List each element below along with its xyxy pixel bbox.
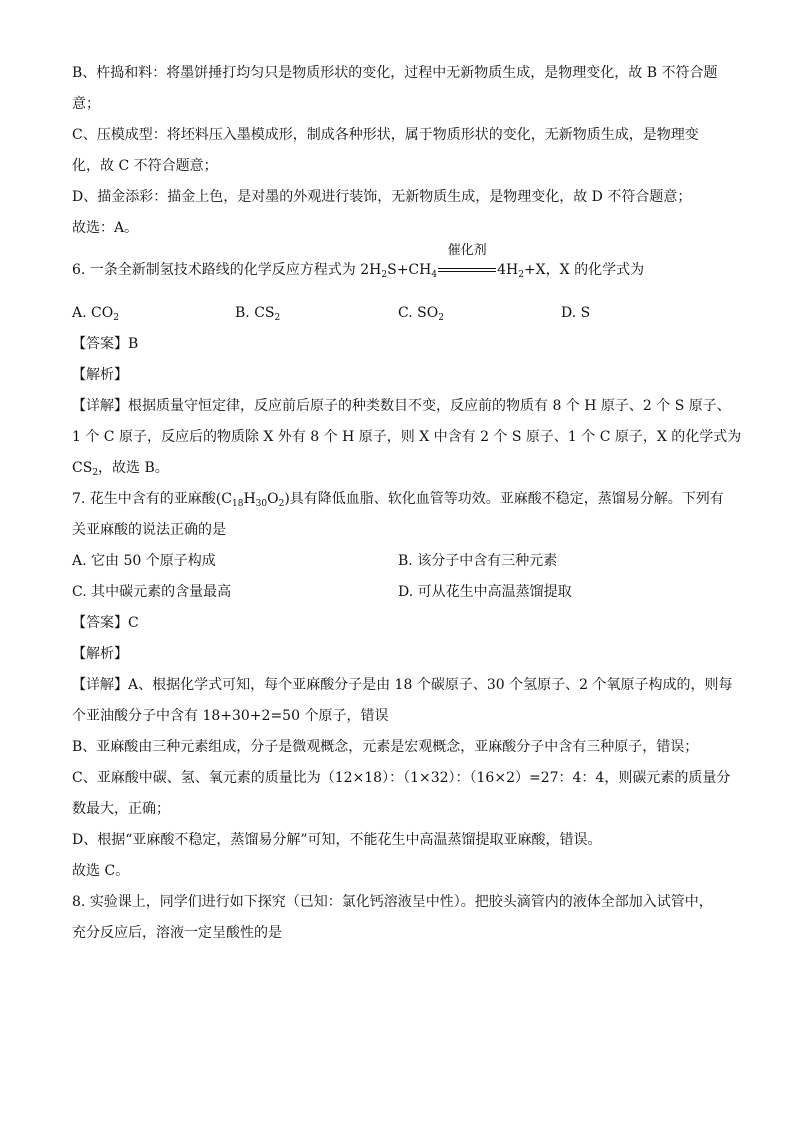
detail-line: 数最大，正确；: [72, 801, 170, 817]
stem-text: S+CH: [387, 262, 432, 278]
option-b: B. 该分子中含有三种元素: [398, 553, 558, 569]
detail-line: 【详解】根据质量守恒定律，反应前后原子的种类数目不变，反应前的物质有 8 个 H 原子、2 个 S 原子、: [72, 398, 731, 414]
stem-text: 4H: [497, 262, 519, 278]
detail-line: 故选 C。: [72, 863, 130, 879]
question-8-stem-cont: 充分反应后，溶液一定呈酸性的是: [72, 925, 282, 941]
subscript: 2: [518, 270, 524, 280]
option-c: C. 其中碳元素的含量最高: [72, 584, 232, 600]
text-line: D、描金添彩：描金上色，是对墨的外观进行装饰，无新物质生成，是物理变化，故 D 不符合题意；: [72, 189, 692, 205]
option-c: C. $SO_2$: [398, 305, 444, 323]
text-line: C、压模成型：将坯料压入墨模成形，制成各种形状，属于物质形状的变化，无新物质生成，是物理变: [72, 127, 699, 143]
analysis-label: 【解析】: [72, 367, 128, 383]
question-6-options: [72, 298, 724, 329]
question-8-stem: 8. 实验课上，同学们进行如下探究（已知：氯化钙溶液呈中性）。把胶头滴管内的液体全部加入试管中，: [72, 894, 713, 910]
option-d: D. 可从花生中高温蒸馏提取: [398, 584, 572, 600]
option-a: A. $CO_2$: [72, 305, 119, 323]
text-line: 意；: [72, 96, 100, 112]
detail-conclusion: $CS_2$，故选 B。: [72, 460, 169, 478]
catalyst-label: 催化剂: [447, 243, 487, 258]
detail-line: 【详解】A、根据化学式可知，每个亚麻酸分子是由 18 个碳原子、30 个氢原子、2 个氧原子构成的，则每: [72, 677, 733, 693]
answer-label: 【答案】C: [72, 615, 139, 631]
answer-continuation: [72, 58, 724, 244]
question-7-stem-cont: 关亚麻酸的说法正确的是: [72, 522, 226, 538]
option-d: D. S: [561, 305, 591, 321]
equals-bar: [438, 271, 496, 272]
document-page: [72, 58, 742, 949]
text-line: 化，故 C 不符合题意；: [72, 158, 218, 174]
option-a: A. 它由 50 个原子构成: [72, 553, 216, 569]
question-6-stem: [72, 243, 724, 290]
detail-line: D、根据“亚麻酸不稳定，蒸馏易分解”可知，不能花生中高温蒸馏提取亚麻酸，错误。: [72, 832, 602, 848]
analysis-label: 【解析】: [72, 646, 128, 662]
stem-text: 6. 一条全新制氢技术路线的化学反应方程式为 2H: [72, 262, 382, 278]
question-7-options-row2: [72, 577, 724, 608]
question-6: [72, 243, 742, 484]
detail-line: C、亚麻酸中碳、氢、氧元素的质量比为（12×18）：（1×32）：（16×2）=27：4：4，则碳元素的质量分: [72, 770, 731, 786]
option-b: B. $CS_2$: [235, 305, 281, 323]
question-7: [72, 484, 733, 887]
detail-line: 1 个 C 原子，反应后的物质除 X 外有 8 个 H 原子，则 X 中含有 2 个 S 原子、1 个 C 原子，X 的化学式为: [72, 429, 742, 445]
text-line: 故选：A。: [72, 220, 139, 236]
detail-line: B、亚麻酸由三种元素组成，分子是微观概念，元素是宏观概念，亚麻酸分子中含有三种原子，错误；: [72, 739, 699, 755]
text-line: B、杵捣和料：将墨饼捶打均匀只是物质形状的变化，过程中无新物质生成，是物理变化，故 B 不符合题: [72, 65, 718, 81]
stem-text: +X，X 的化学式为: [523, 262, 645, 278]
question-8: [72, 887, 724, 949]
answer-label: 【答案】B: [72, 336, 139, 352]
subscript: 2: [381, 270, 388, 280]
reaction-arrow: [438, 243, 496, 277]
subscript: 4: [431, 270, 438, 280]
detail-line: 个亚油酸分子中含有 18+30+2=50 个原子，错误: [72, 708, 389, 724]
equals-bar: [438, 268, 496, 269]
question-7-options-row1: [72, 546, 724, 577]
question-7-stem: 7. 花生中含有的亚麻酸$(C_{18}H_{30}O_2)$具有降低血脂、软化血管等功效。亚麻酸不稳定，蒸馏易分解。下列有: [72, 491, 724, 509]
